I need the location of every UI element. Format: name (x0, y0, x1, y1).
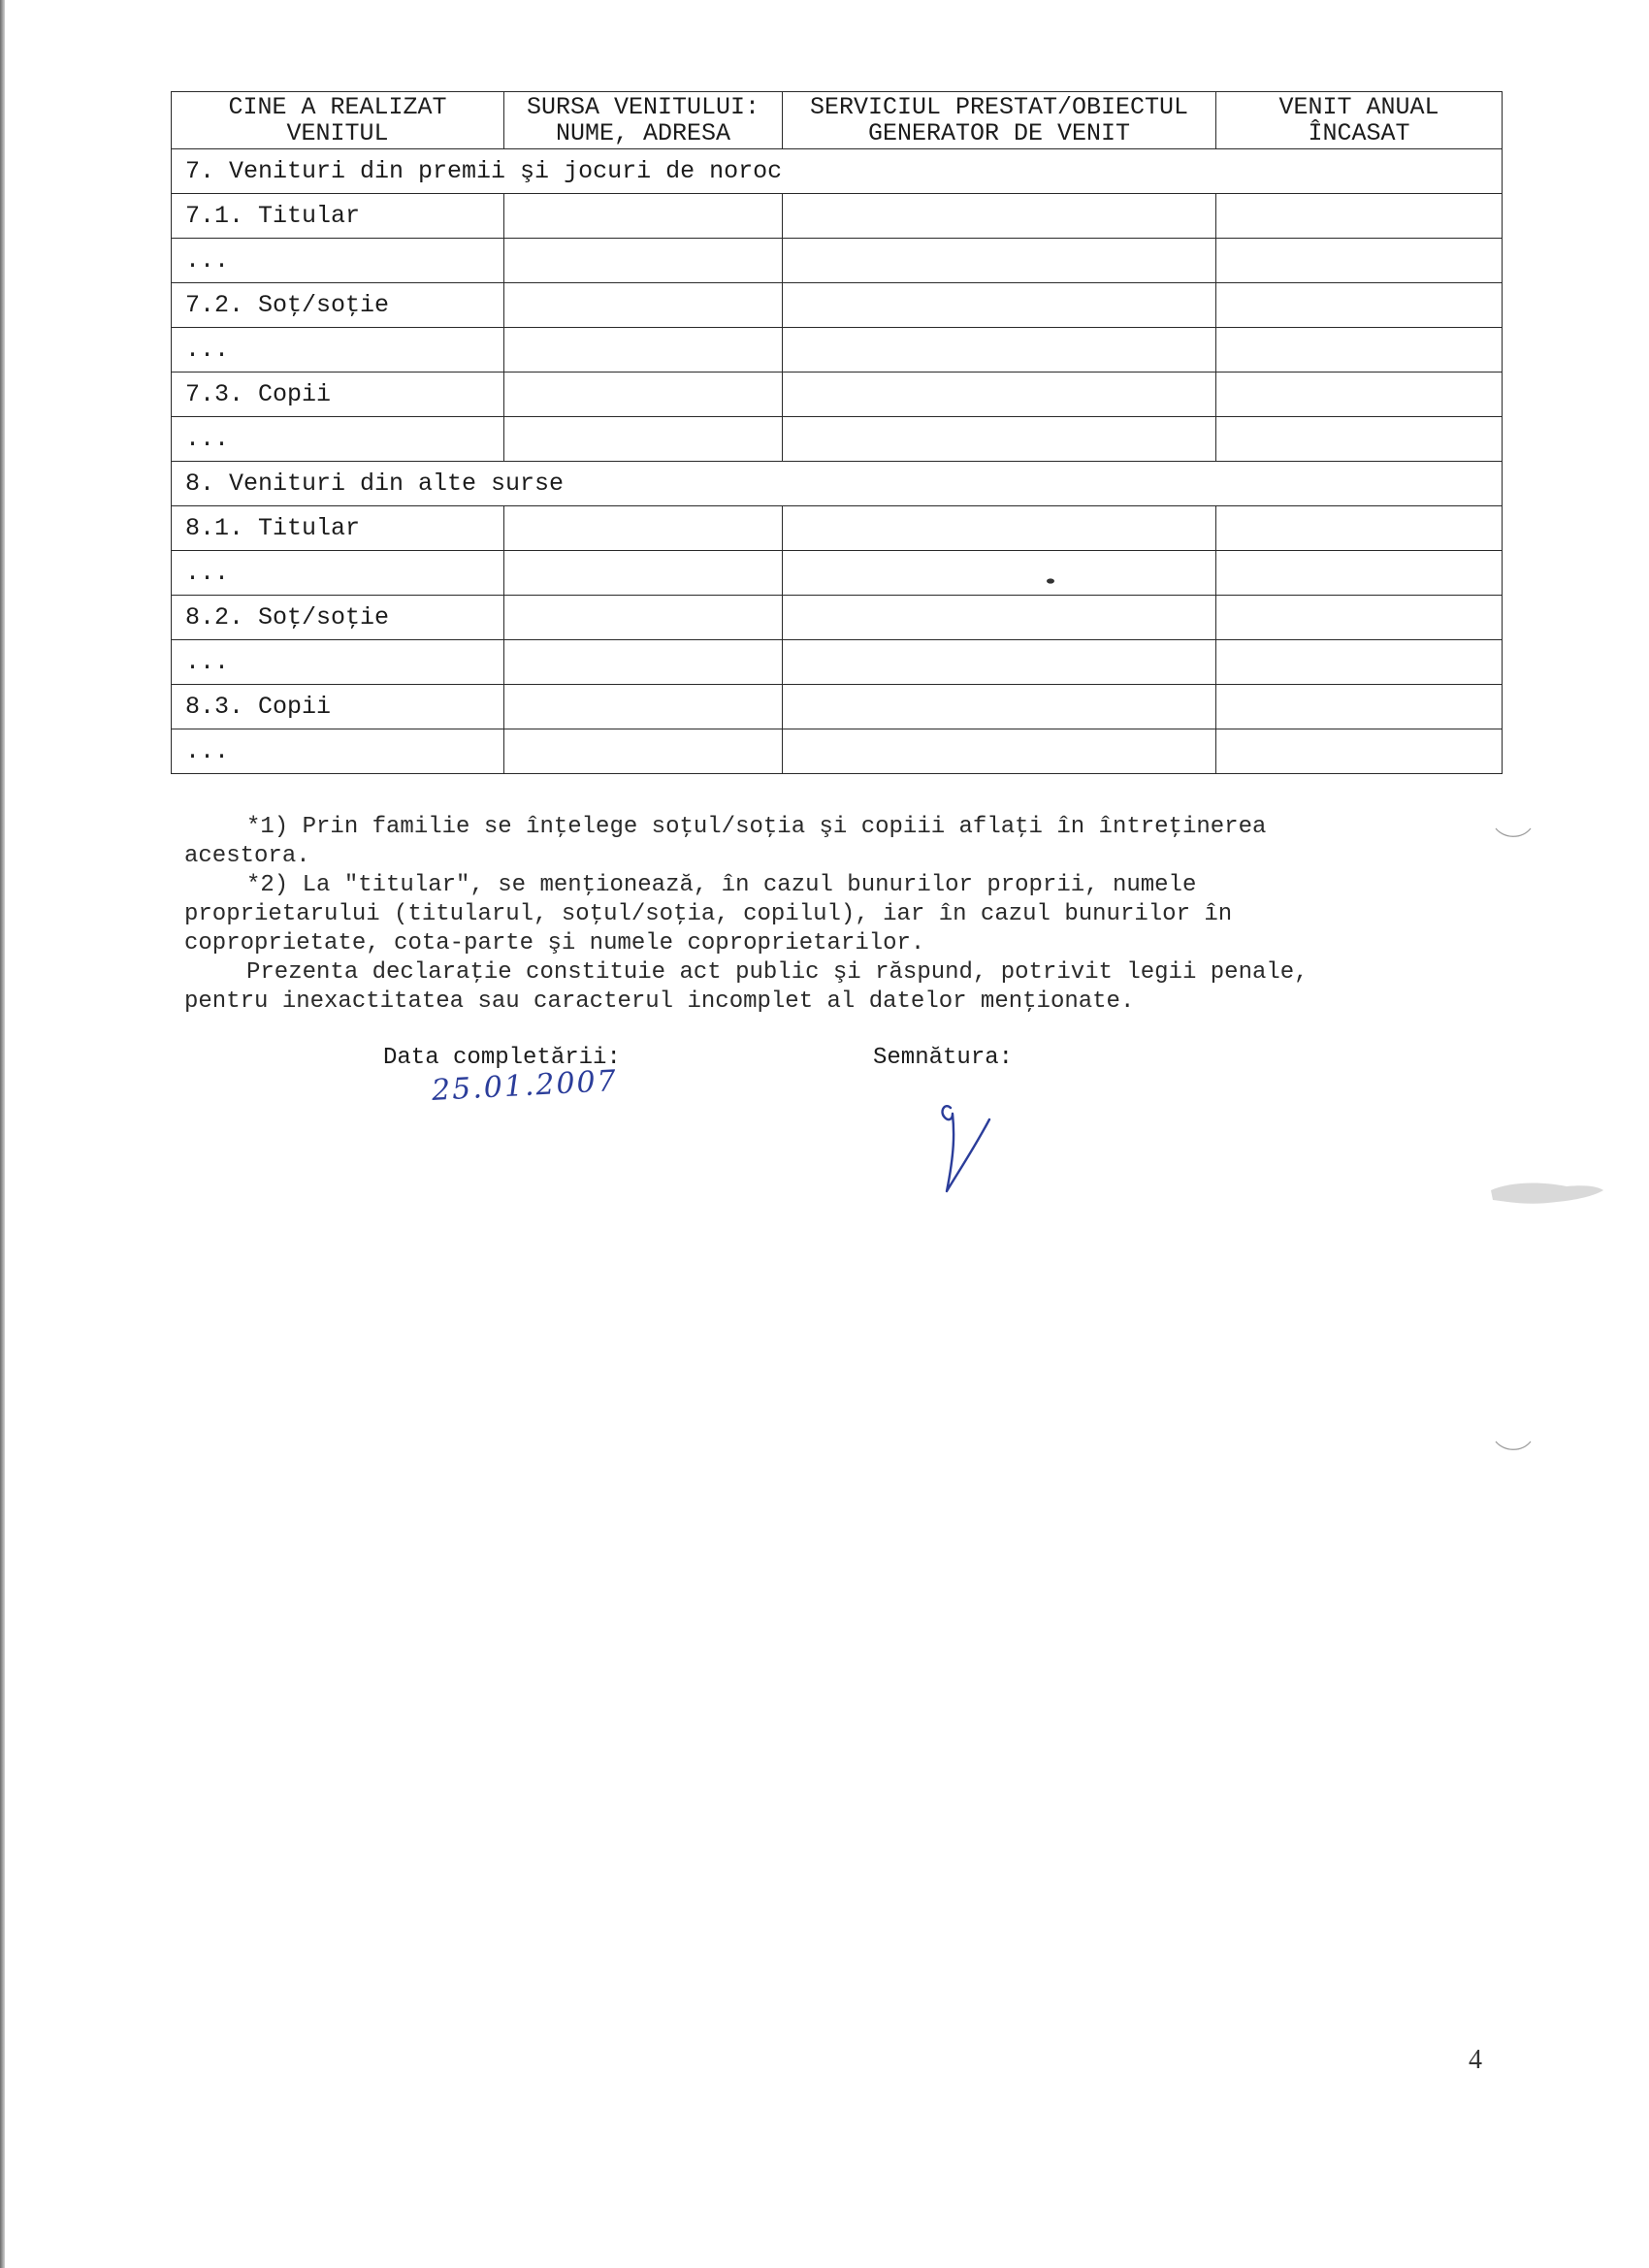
table-row (172, 506, 1503, 551)
income-cell (1216, 506, 1503, 551)
footnote-2-line-3: coproprietate, cota-parte şi numele coproprietarilor. (184, 930, 925, 956)
scan-smudge (1489, 1179, 1605, 1208)
owner-cell: 7.3. Copii (172, 373, 504, 417)
table-row (172, 640, 1503, 685)
income-cell (1216, 239, 1503, 283)
footnote-1-line-1: *1) Prin familie se înţelege soţul/soţia şi copiii aflaţi în întreţinerea (246, 814, 1267, 840)
source-cell (504, 640, 783, 685)
service-cell (783, 640, 1216, 685)
source-cell (504, 194, 783, 239)
table-section-row (172, 462, 1503, 506)
source-cell (504, 417, 783, 462)
handwritten-signature (931, 1094, 999, 1201)
table-row (172, 729, 1503, 774)
table-row (172, 239, 1503, 283)
table-row (172, 685, 1503, 729)
header-who-earned: CINE A REALIZAT VENITUL (172, 92, 504, 149)
section-title-cell: 8. Venituri din alte surse (172, 462, 1503, 506)
section-title-cell: 7. Venituri din premii şi jocuri de noroc (172, 149, 1503, 194)
income-cell (1216, 417, 1503, 462)
income-cell (1216, 194, 1503, 239)
service-cell (783, 417, 1216, 462)
source-cell (504, 596, 783, 640)
table-row (172, 417, 1503, 462)
income-cell (1216, 596, 1503, 640)
service-cell (783, 596, 1216, 640)
source-cell (504, 328, 783, 373)
footnotes (184, 813, 1474, 1017)
ink-speck (1044, 576, 1057, 586)
source-cell (504, 729, 783, 774)
signature-label: Semnătura: (873, 1045, 1014, 1071)
income-cell (1216, 551, 1503, 596)
page-number: 4 (1469, 2045, 1482, 2075)
owner-cell: ... (172, 239, 504, 283)
service-cell (783, 239, 1216, 283)
footnote-2-line-2: proprietarului (titularul, soţul/soţia, copilul), iar în cazul bunurilor în (184, 901, 1233, 927)
income-cell (1216, 328, 1503, 373)
table-row (172, 596, 1503, 640)
service-cell (783, 283, 1216, 328)
table-section-row (172, 149, 1503, 194)
declaration-line-1: Prezenta declaraţie constituie act public şi răspund, potrivit legii penale, (246, 959, 1309, 986)
header-service-object: SERVICIUL PRESTAT/OBIECTUL GENERATOR DE VENIT (783, 92, 1216, 149)
income-cell (1216, 373, 1503, 417)
table-header-row (172, 92, 1503, 149)
handwritten-date: 25.01.2007 (431, 1064, 619, 1108)
income-cell (1216, 283, 1503, 328)
owner-cell: 8.2. Soţ/soţie (172, 596, 504, 640)
source-cell (504, 239, 783, 283)
owner-cell: 8.1. Titular (172, 506, 504, 551)
owner-cell: ... (172, 640, 504, 685)
punch-hole-mark (1494, 1438, 1533, 1457)
declaration-line-2: pentru inexactitatea sau caracterul incomplet al datelor menţionate. (184, 988, 1135, 1015)
owner-cell: 8.3. Copii (172, 685, 504, 729)
source-cell (504, 506, 783, 551)
header-income-source: SURSA VENITULUI: NUME, ADRESA (504, 92, 783, 149)
footnote-2-line-1: *2) La "titular", se menţionează, în cazul bunurilor proprii, numele (246, 872, 1197, 898)
date-label: Data completării: (383, 1045, 621, 1071)
service-cell (783, 685, 1216, 729)
income-cell (1216, 729, 1503, 774)
owner-cell: ... (172, 328, 504, 373)
service-cell (783, 194, 1216, 239)
scan-edge (0, 0, 5, 2268)
owner-cell: ... (172, 729, 504, 774)
service-cell (783, 729, 1216, 774)
owner-cell: ... (172, 417, 504, 462)
service-cell (783, 328, 1216, 373)
table-body (172, 149, 1503, 774)
income-cell (1216, 640, 1503, 685)
table-row (172, 328, 1503, 373)
service-cell (783, 373, 1216, 417)
income-cell (1216, 685, 1503, 729)
service-cell (783, 551, 1216, 596)
footnote-1-line-2: acestora. (184, 843, 310, 869)
table-row (172, 551, 1503, 596)
punch-hole-mark (1494, 825, 1533, 844)
owner-cell: 7.2. Soţ/soţie (172, 283, 504, 328)
source-cell (504, 373, 783, 417)
owner-cell: ... (172, 551, 504, 596)
source-cell (504, 551, 783, 596)
service-cell (783, 506, 1216, 551)
table-row (172, 194, 1503, 239)
table-row (172, 373, 1503, 417)
table-row (172, 283, 1503, 328)
source-cell (504, 283, 783, 328)
income-table (171, 91, 1503, 774)
header-annual-income: VENIT ANUAL ÎNCASAT (1216, 92, 1503, 149)
owner-cell: 7.1. Titular (172, 194, 504, 239)
source-cell (504, 685, 783, 729)
